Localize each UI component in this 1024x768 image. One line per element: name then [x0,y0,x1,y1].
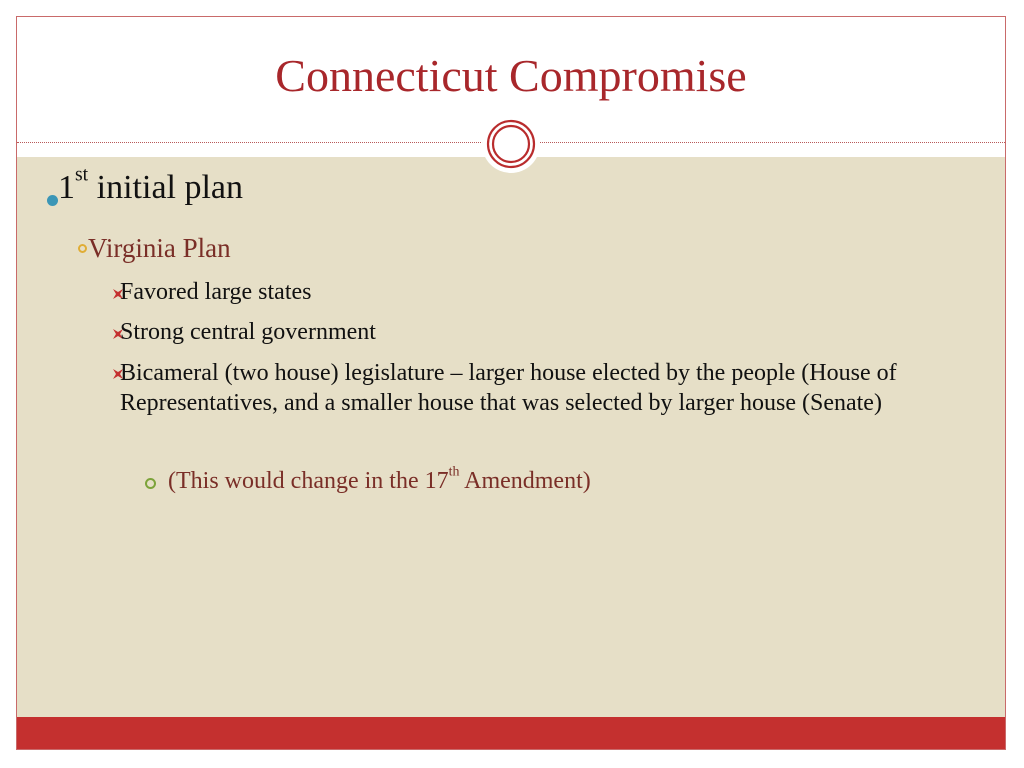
list-item-level3-3 [120,358,930,418]
slide-title: Connecticut Compromise [275,50,747,101]
level3-text-1: Favored large states [120,279,312,305]
list-item-level3-2 [120,317,376,347]
level4-prefix: (This would change in the 17 [168,468,449,494]
level1-superscript: st [75,163,89,186]
level3-text-3: Bicameral (two house) legislature – larger house elected by the people (House of Representatives, and a smaller house that was selected by larger house (Senate) [120,360,897,416]
level3-text-2: Strong central government [120,319,376,345]
level2-text: Virginia Plan [88,233,231,263]
level1-bullet-icon [47,195,58,206]
list-item-level1 [58,163,244,210]
level1-number: 1 [58,169,75,206]
level4-superscript: th [448,464,460,480]
level4-suffix: Amendment) [459,468,591,494]
ring-graphic [482,115,540,173]
list-item-level4 [168,466,591,496]
list-item-level2 [88,232,231,266]
level2-bullet-icon [78,244,87,253]
level1-text: initial plan [96,169,244,206]
footer-bar [17,717,1005,750]
decorative-ring-icon [482,115,540,173]
list-item-level3-1 [120,277,312,307]
level4-bullet-icon [145,478,156,489]
